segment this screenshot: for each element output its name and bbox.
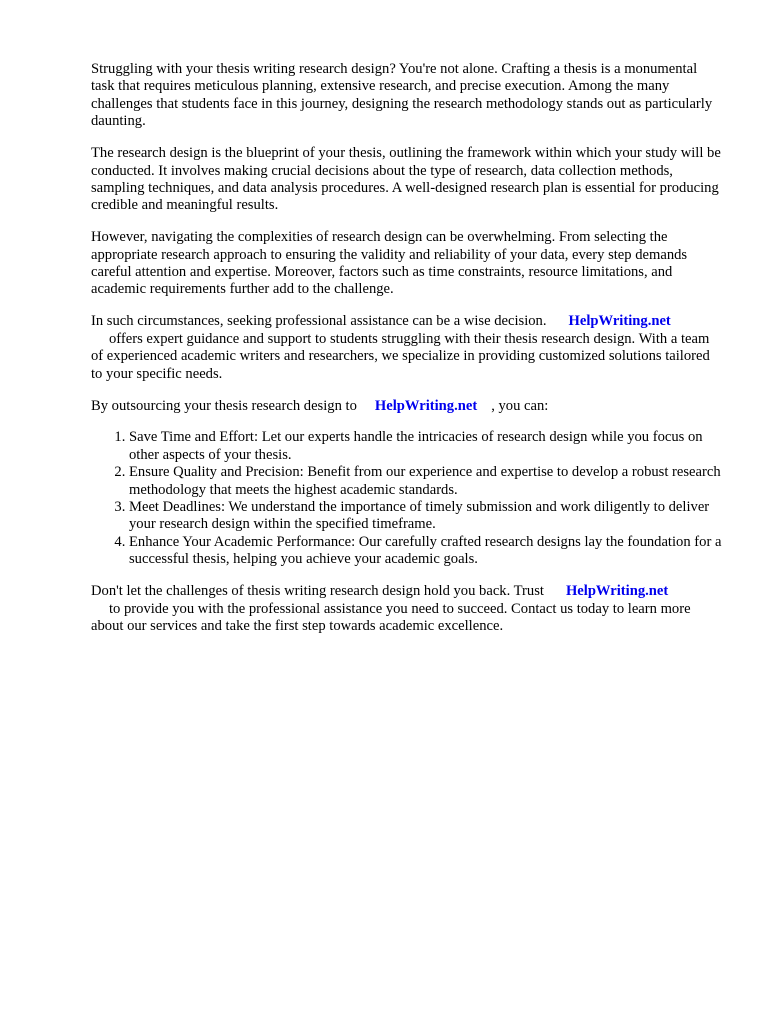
list-item: 2. Ensure Quality and Precision: Benefit from our experience and expertise to develop a robust research methodology that meets the highest academic standards. xyxy=(129,464,723,499)
complexity-paragraph: However, navigating the complexities of research design can be overwhelming. From selecting the appropriate research approach to ensuring the validity and reliability of your data, every step demands careful attention and expertise. Moreover, factors such as time constraints, resource limitations, and academic requirements further add to the challenge. xyxy=(91,229,688,298)
document-body xyxy=(91,61,723,650)
list-item: 1. Save Time and Effort: Let our experts handle the intricacies of research design while you focus on other aspects of your thesis. xyxy=(129,429,723,464)
helpwriting-link-3[interactable]: HelpWriting.net xyxy=(565,583,669,600)
benefits-list xyxy=(91,429,723,568)
closing-text-after: to provide you with the professional assistance you need to succeed. Contact us today to learn more about our services and take the first step towards academic excellence. xyxy=(91,600,691,634)
research-design-paragraph: The research design is the blueprint of your thesis, outlining the framework within which your study will be conducted. It involves making crucial decisions about the type of research, data collection methods, sampling techniques, and data analysis procedures. A well-designed research plan is essential for producing credible and meaningful results. xyxy=(91,145,721,214)
list-item: 3. Meet Deadlines: We understand the importance of timely submission and work diligently to deliver your research design within the specified timeframe. xyxy=(129,499,723,534)
assistance-paragraph xyxy=(91,313,723,383)
intro-paragraph: Struggling with your thesis writing research design? You're not alone. Crafting a thesis is a monumental task that requires meticulous planning, extensive research, and precise execution. Among the many challenges that students face in this journey, designing the research methodology stands out as particularly daunting. xyxy=(91,61,713,130)
closing-text-before: Don't let the challenges of thesis writing research design hold you back. Trust xyxy=(91,583,544,600)
closing-paragraph xyxy=(91,583,723,635)
assistance-text-before: In such circumstances, seeking professional assistance can be a wise decision. xyxy=(91,313,547,330)
helpwriting-link-2[interactable]: HelpWriting.net xyxy=(374,397,478,414)
outsourcing-paragraph xyxy=(91,398,723,415)
list-item: 4. Enhance Your Academic Performance: Our carefully crafted research designs lay the foundation for a successful thesis, helping you achieve your academic goals. xyxy=(129,534,723,569)
outsourcing-text-before: By outsourcing your thesis research design to xyxy=(91,397,357,414)
helpwriting-link-1[interactable]: HelpWriting.net xyxy=(568,313,671,330)
outsourcing-text-after: , you can: xyxy=(491,397,549,414)
assistance-text-after: offers expert guidance and support to students struggling with their thesis research design. With a team of experienced academic writers and researchers, we specialize in providing customized solutions tailored to your specific needs. xyxy=(91,330,710,382)
